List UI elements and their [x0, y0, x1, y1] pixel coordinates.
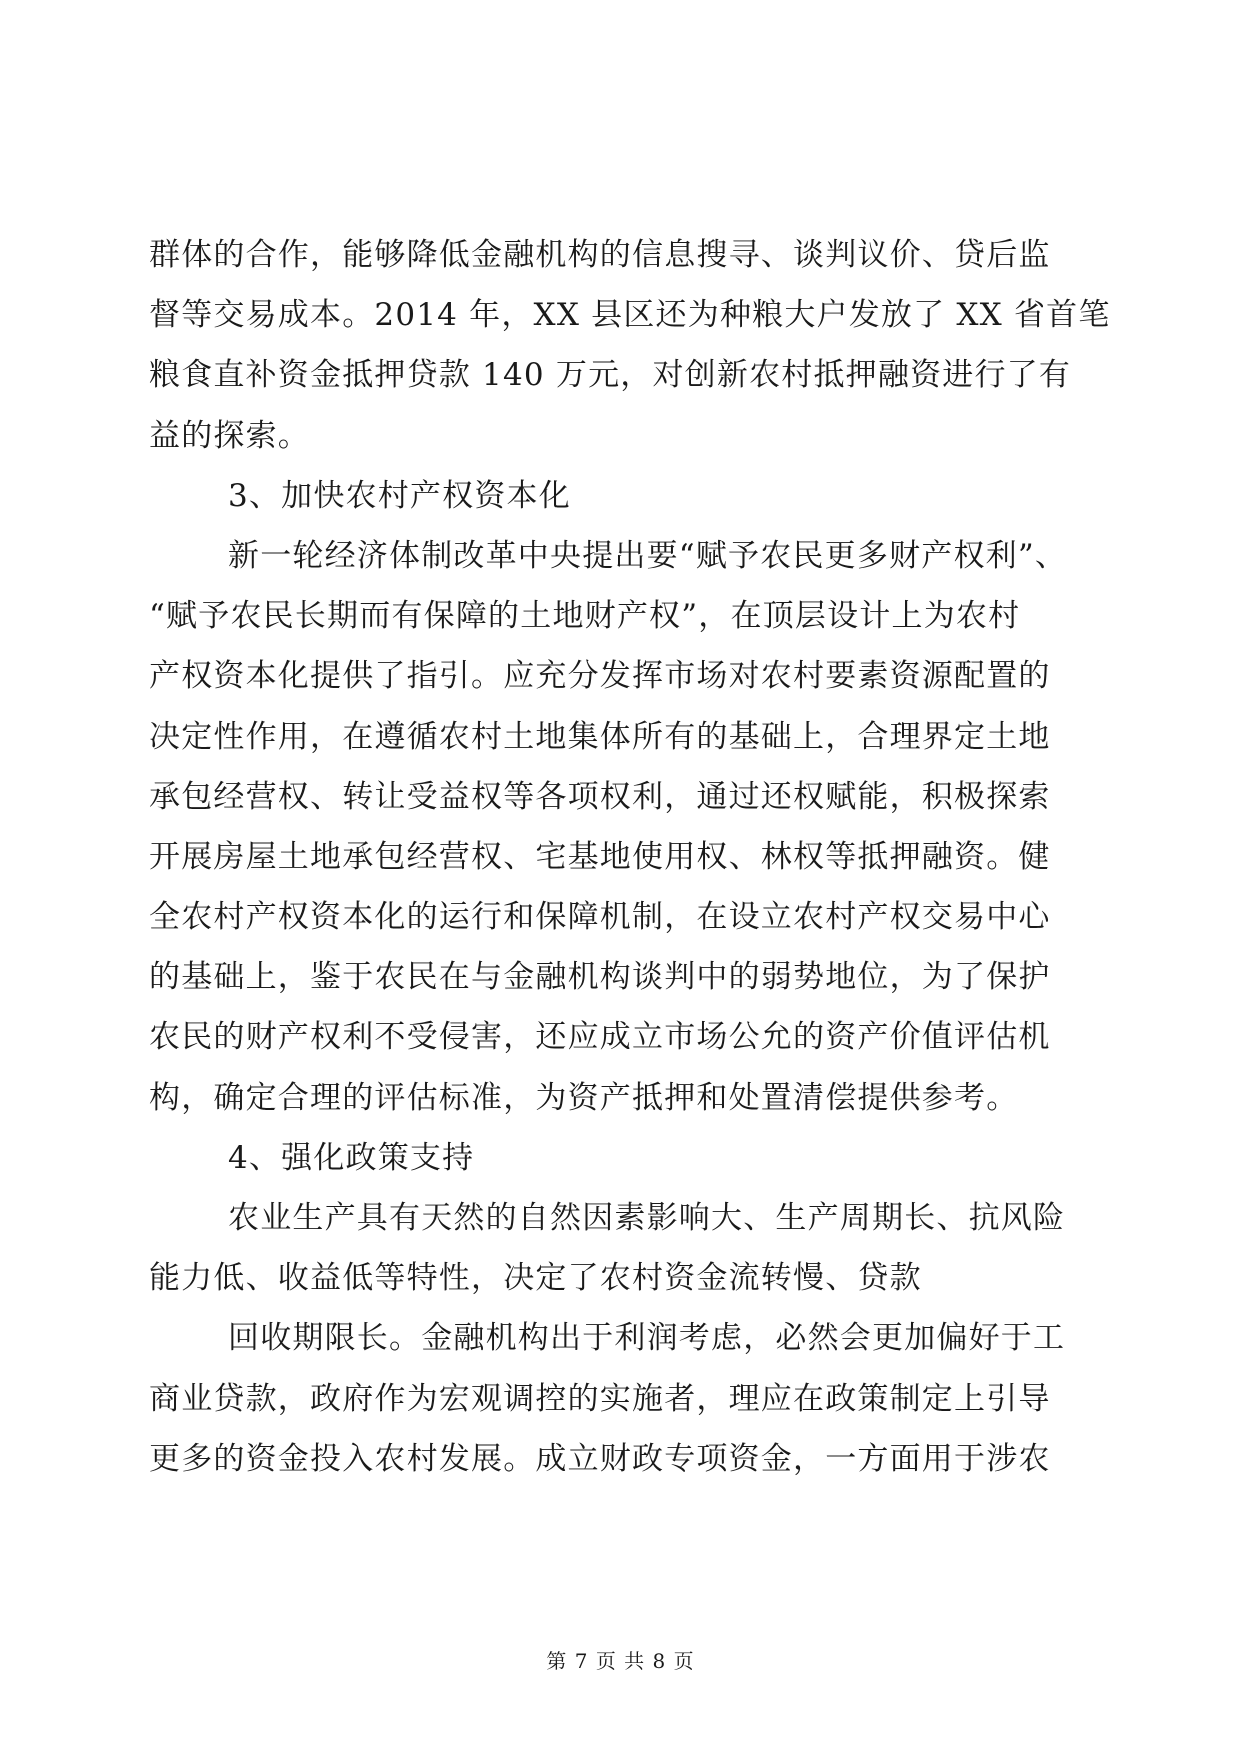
- body-line: 督等交易成本。2014 年，XX 县区还为种粮大户发放了 XX 省首笔: [149, 297, 1111, 334]
- document-body: [149, 225, 1111, 1489]
- body-line: 的基础上，鉴于农民在与金融机构谈判中的弱势地位，为了保护: [149, 959, 1051, 996]
- section-heading: 3、加快农村产权资本化: [228, 477, 571, 514]
- section-heading: 4、强化政策支持: [228, 1139, 475, 1176]
- body-line: 产权资本化提供了指引。应充分发挥市场对农村要素资源配置的: [149, 658, 1051, 695]
- body-line: 更多的资金投入农村发展。成立财政专项资金，一方面用于涉农: [149, 1440, 1051, 1477]
- body-line: 群体的合作，能够降低金融机构的信息搜寻、谈判议价、贷后监: [149, 237, 1051, 273]
- body-line: 商业贷款，政府作为宏观调控的实施者，理应在政策制定上引导: [149, 1380, 1051, 1417]
- body-line: 承包经营权、转让受益权等各项权利，通过还权赋能，积极探索: [149, 778, 1051, 815]
- body-line: 构，确定合理的评估标准，为资产抵押和处置清偿提供参考。: [149, 1079, 1019, 1116]
- paragraph-first-line: 新一轮经济体制改革中央提出要“赋予农民更多财产权利”、: [228, 537, 1068, 574]
- body-line: 益的探索。: [149, 417, 310, 454]
- body-line: 粮食直补资金抵押贷款 140 万元，对创新农村抵押融资进行了有: [149, 357, 1072, 394]
- body-line: 全农村产权资本化的运行和保障机制，在设立农村产权交易中心: [149, 899, 1051, 936]
- body-line: 农民的财产权利不受侵害，还应成立市场公允的资产价值评估机: [149, 1019, 1051, 1056]
- page-number-footer: 第 7 页 共 8 页: [546, 1649, 695, 1673]
- paragraph-first-line: 农业生产具有天然的自然因素影响大、生产周期长、抗风险: [228, 1200, 1066, 1236]
- body-line: “赋予农民长期而有保障的土地财产权”，在顶层设计上为农村: [149, 598, 1021, 635]
- paragraph-first-line: 回收期限长。金融机构出于利润考虑，必然会更加偏好于工: [228, 1320, 1066, 1357]
- body-line: 开展房屋土地承包经营权、宅基地使用权、林权等抵押融资。健: [149, 838, 1051, 875]
- body-line: 能力低、收益低等特性，决定了农村资金流转慢、贷款: [149, 1260, 922, 1297]
- body-line: 决定性作用，在遵循农村土地集体所有的基础上，合理界定土地: [149, 718, 1051, 755]
